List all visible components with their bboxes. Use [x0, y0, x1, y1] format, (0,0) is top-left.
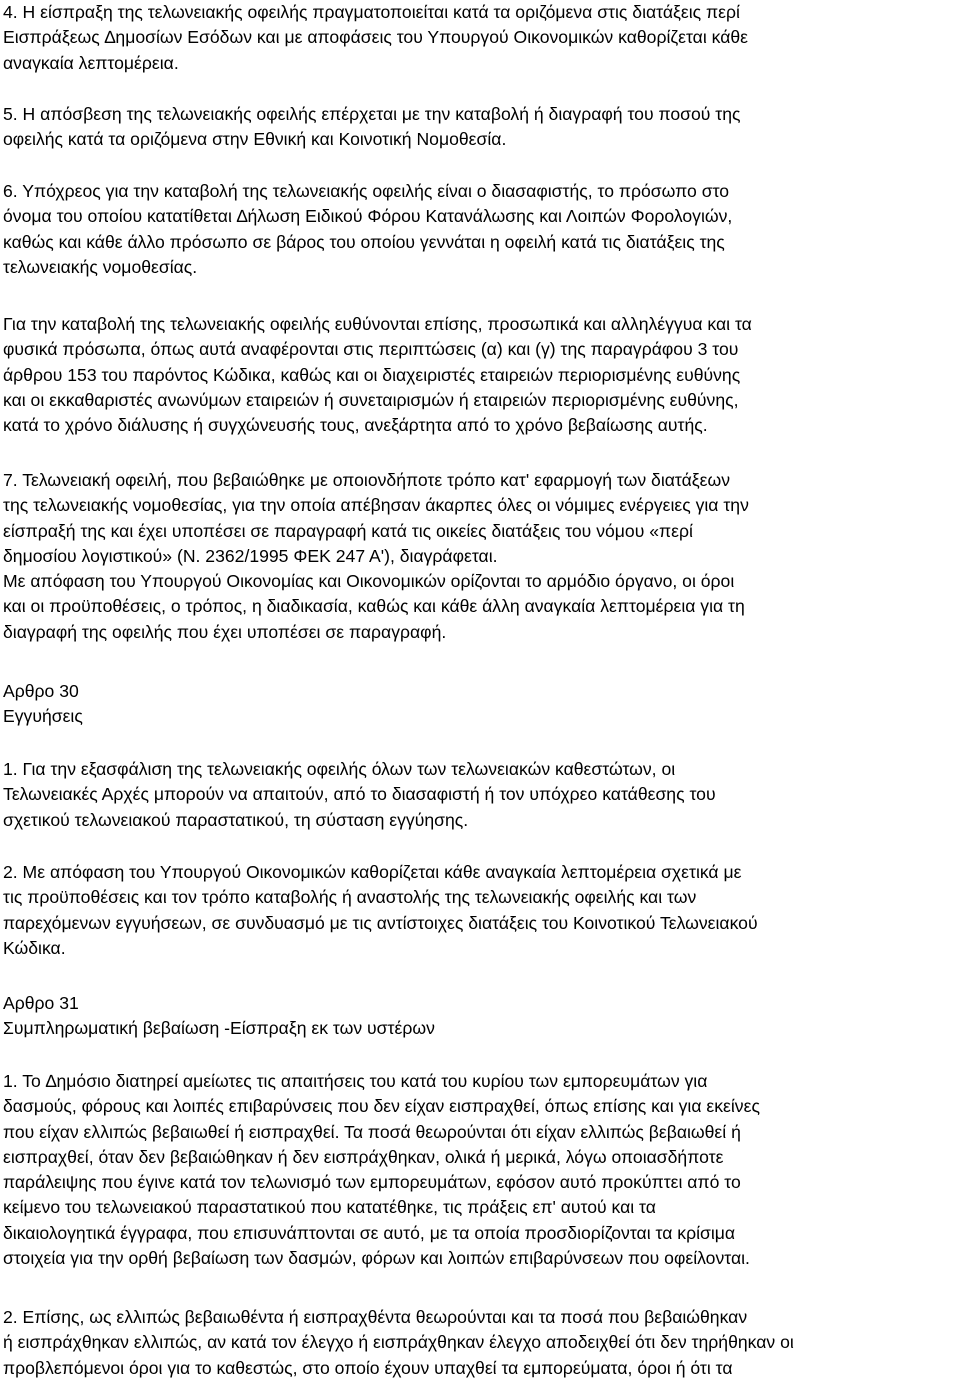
text-line: στοιχεία για την ορθή βεβαίωση των δασμών, φόρων και λοιπών επιβαρύνσεων που οφείλονται.: [3, 1248, 750, 1269]
text-line: και οι εκκαθαριστές ανωνύμων εταιρειών ή συνεταιρισμών ή εταιρειών περιορισμένης ευθύνης,: [3, 389, 739, 410]
text-line: Αρθρο 31: [3, 993, 79, 1013]
text-line: Αρθρο 30: [3, 681, 79, 701]
text-line: δημοσίου λογιστικού» (Ν. 2362/1995 ΦΕΚ 247 Α'), διαγράφεται.: [3, 545, 498, 566]
text-line: παράλειψης που έγινε κατά τον τελωνισμό των εμπορευμάτων, εφόσον αυτό προκύπτει από το: [3, 1172, 741, 1193]
text-line: Κώδικα.: [3, 937, 66, 958]
text-line: παρεχόμενων εγγυήσεων, σε συνδυασμό με τις αντίστοιχες διατάξεις του Κοινοτικού Τελωνειακού: [3, 912, 758, 933]
text-line: 6. Υπόχρεος για την καταβολή της τελωνειακής οφειλής είναι ο διασαφιστής, το πρόσωπο στο: [3, 181, 730, 201]
text-line: Συμπληρωματική βεβαίωση -Είσπραξη εκ των υστέρων: [3, 1018, 435, 1039]
text-line: ή εισπράχθηκαν ελλιπώς, αν κατά τον έλεγχο ή εισπράχθηκαν έλεγχο αποδειχθεί ότι δεν τηρήθηκαν οι: [3, 1332, 794, 1353]
text-line: Τελωνειακές Αρχές μπορούν να απαιτούν, από το διασαφιστή ή τον υπόχρεο κατάθεσης του: [3, 784, 716, 805]
text-line: τελωνειακής νομοθεσίας.: [3, 256, 198, 277]
text-line: εισπραχθεί, όταν δεν βεβαιώθηκαν ή δεν εισπράχθηκαν, ολικά ή μερικά, λόγω οποιασδήποτε: [3, 1146, 724, 1167]
text-line: 5. Η απόσβεση της τελωνειακής οφειλής επέρχεται με την καταβολή ή διαγραφή του ποσού της: [3, 104, 741, 124]
text-line: δικαιολογητικά έγγραφα, που επισυνάπτονται σε αυτό, με τα οποία προσδιορίζονται τα κρίσιμα: [3, 1222, 736, 1243]
text-line: Εγγυήσεις: [3, 706, 83, 727]
article-31-heading: [3, 991, 435, 1042]
text-line: είσπραξή της και έχει υποπέσει σε παραγραφή κατά τις οικείες διατάξεις του νόμου «περί: [3, 520, 693, 541]
text-line: Με απόφαση του Υπουργού Οικονομίας και Οικονομικών ορίζονται το αρμόδιο όργανο, οι όροι: [3, 571, 735, 592]
text-line: 7. Τελωνειακή οφειλή, που βεβαιώθηκε με οποιονδήποτε τρόπο κατ' εφαρμογή των διατάξεων: [3, 470, 731, 490]
article-30-paragraph-1: [3, 757, 716, 833]
text-line: 2. Με απόφαση του Υπουργού Οικονομικών καθορίζεται κάθε αναγκαία λεπτομέρεια σχετικά με: [3, 862, 742, 882]
text-line: κατά το χρόνο διάλυσης ή συγχώνευσής τους, ανεξάρτητα από το χρόνο βεβαίωσης αυτής.: [3, 415, 708, 436]
text-line: άρθρου 153 του παρόντος Κώδικα, καθώς και οι διαχειριστές εταιρειών περιορισμένης ευθύνης: [3, 364, 741, 385]
paragraph-6: [3, 179, 732, 280]
text-line: διαγραφή της οφειλής που έχει υποπέσει σε παραγραφή.: [3, 621, 447, 642]
text-line: που είχαν ελλιπώς βεβαιωθεί ή εισπραχθεί. Τα ποσά θεωρούνται ότι είχαν ελλιπώς βεβαιωθεί ή: [3, 1121, 741, 1142]
text-line: Εισπράξεως ∆ημοσίων Εσόδων και με αποφάσεις του Υπουργού Οικονομικών καθορίζεται κάθε: [3, 27, 749, 48]
paragraph-4: [3, 0, 748, 76]
text-line: οφειλής κατά τα οριζόμενα στην Εθνική και Κοινοτική Νομοθεσία.: [3, 129, 507, 150]
paragraph-7: [3, 468, 749, 645]
text-line: φυσικά πρόσωπα, όπως αυτά αναφέρονται στις περιπτώσεις (α) και (γ) της παραγράφου 3 του: [3, 339, 739, 360]
text-line: σχετικού τελωνειακού παραστατικού, τη σύσταση εγγύησης.: [3, 809, 469, 830]
paragraph-5: [3, 102, 741, 153]
text-line: αναγκαία λεπτομέρεια.: [3, 52, 179, 73]
article-30-paragraph-2: [3, 860, 758, 961]
text-line: καθώς και κάθε άλλο πρόσωπο σε βάρος του οποίου γεννάται η οφειλή κατά τις διατάξεις της: [3, 231, 725, 252]
article-31-paragraph-2: [3, 1305, 794, 1381]
article-30-heading: [3, 679, 83, 730]
text-line: δασμούς, φόρους και λοιπές επιβαρύνσεις που δεν είχαν εισπραχθεί, όπως επίσης και για εκείνες: [3, 1096, 760, 1117]
text-line: 2. Επίσης, ως ελλιπώς βεβαιωθέντα ή εισπραχθέντα θεωρούνται και τα ποσά που βεβαιώθηκαν: [3, 1307, 748, 1327]
text-line: 4. Η είσπραξη της τελωνειακής οφειλής πραγματοποιείται κατά τα οριζόμενα στις διατάξεις περί: [3, 2, 740, 22]
text-line: όνομα του οποίου κατατίθεται ∆ήλωση Ειδικού Φόρου Κατανάλωσης και Λοιπών Φορολογιών,: [3, 206, 733, 227]
text-line: Για την καταβολή της τελωνειακής οφειλής ευθύνονται επίσης, προσωπικά και αλληλέγγυα και τα: [3, 314, 752, 334]
text-line: τις προϋποθέσεις και τον τρόπο καταβολής ή αναστολής της τελωνειακής οφειλής και των: [3, 887, 697, 908]
text-line: και οι προϋποθέσεις, ο τρόπος, η διαδικασία, καθώς και κάθε άλλη αναγκαία λεπτομέρεια για τη: [3, 596, 745, 617]
text-line: 1. Το ∆ημόσιο διατηρεί αμείωτες τις απαιτήσεις του κατά του κυρίου των εμπορευμάτων για: [3, 1071, 708, 1091]
article-31-paragraph-1: [3, 1069, 760, 1271]
text-line: κείμενο του τελωνειακού παραστατικού που κατατέθηκε, τις πράξεις επ' αυτού και τα: [3, 1197, 656, 1218]
paragraph-6-liability: [3, 312, 752, 438]
text-line: προβλεπόμενοι όροι για το καθεστώς, στο οποίο έχουν υπαχθεί τα εμπορεύματα, όροι ή ότι τα: [3, 1357, 733, 1378]
text-line: της τελωνειακής νομοθεσίας, για την οποία απέβησαν άκαρπες όλες οι νόμιμες ενέργειες για την: [3, 495, 749, 516]
text-line: 1. Για την εξασφάλιση της τελωνειακής οφειλής όλων των τελωνειακών καθεστώτων, οι: [3, 759, 676, 779]
